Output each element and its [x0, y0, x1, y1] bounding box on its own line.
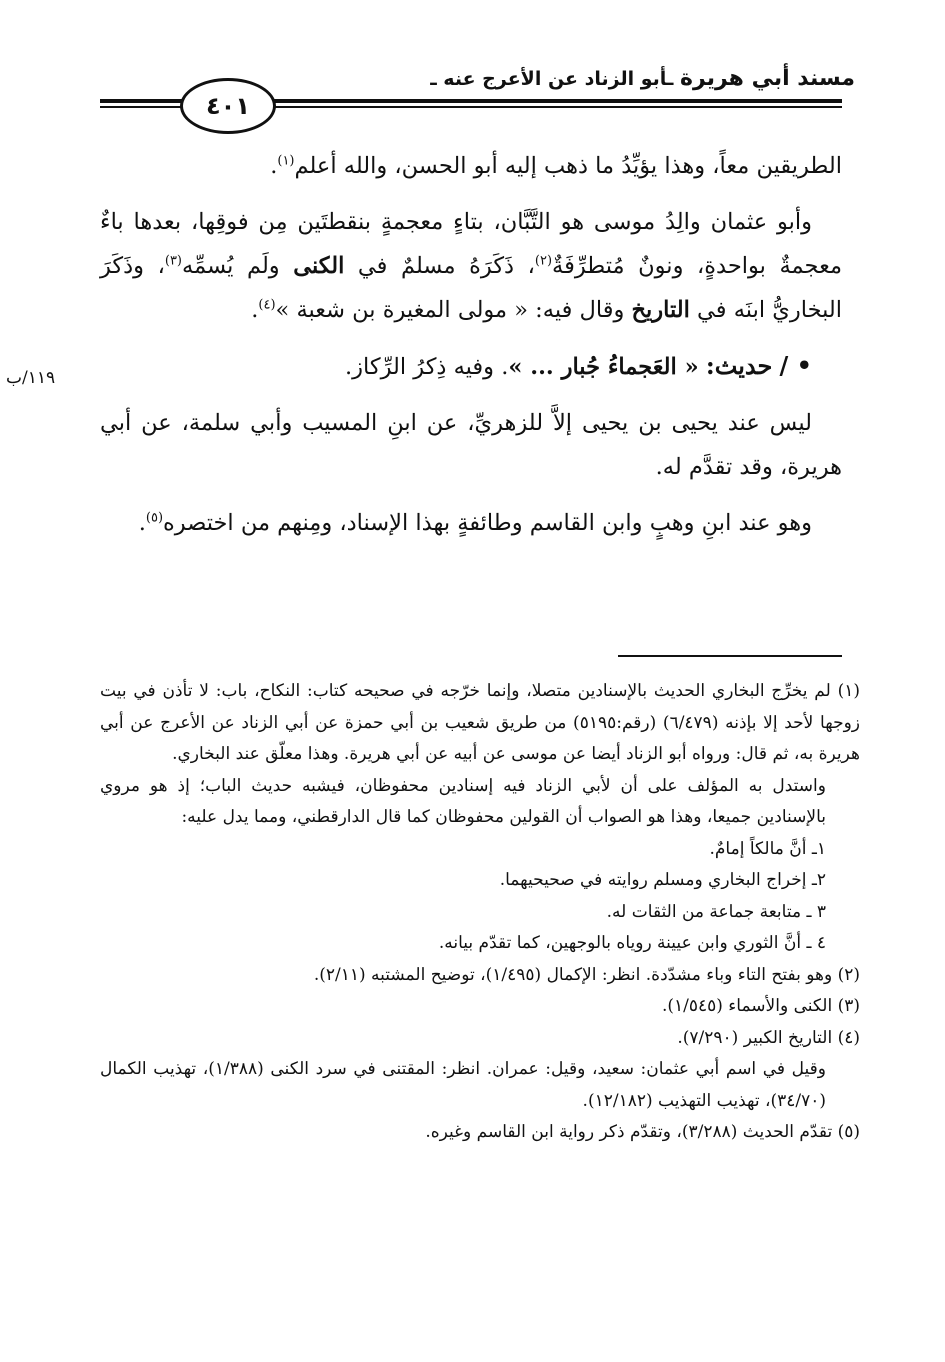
- section-title: ـأبو الزناد عن الأعرج عنه ـ: [430, 68, 681, 90]
- hadith-quote: « العَجماءُ جُبار ... »: [508, 354, 699, 380]
- footnote-1-point-3: ٣ ـ متابعة جماعة من الثقات له.: [606, 901, 826, 922]
- paragraph-2: وأبو عثمان والِدُ موسى هو التَّبَّان، بتاءٍ معجمةٍ بنقطتَين مِن فوقِها، بعدها باءٌ معجمةٌ بواحدةٍ، ونونٌ مُتطرِّفَةٌ$^{(٢)}$، ذَكَرَهُ مسلمٌ في الكنى ولَم يُسمِّه$^{(٣)}$، وذَكَرَ البخاريُّ ابنَه في التاريخ وقال فيه: « مولى المغيرة بن شعبة »$^{(٤)}$.: [100, 209, 842, 323]
- footnote-ref-3[interactable]: (٣): [164, 253, 182, 269]
- running-header: [295, 66, 855, 91]
- footnote-3: (٣) الكنى والأسماء (١/٥٤٥).: [661, 996, 860, 1016]
- paragraph-1: الطريقين معاً، وهذا يؤيِّدُ ما ذهب إليه أبو الحسن، والله أعلم$^{(١)}$.: [270, 153, 842, 179]
- footnote-ref-4[interactable]: (٤): [258, 297, 276, 313]
- hadith-heading: • / حديث: « العَجماءُ جُبار ... ». وفيه ذِكرُ الرِّكاز.: [345, 351, 812, 380]
- footnote-4-continuation: وقيل في اسم أبي عثمان: سعيد، وقيل: عمران. انظر: المقتنى في سرد الكنى (١/٣٨٨)، تهذيب الكمال (٣٤/٧٠)، تهذيب التهذيب (١٢/١٨٢).: [100, 1059, 826, 1111]
- footnote-ref-2[interactable]: (٢): [534, 253, 553, 269]
- footnote-2: (٢) وهو بفتح التاء وباء مشدّدة. انظر: الإكمال (١/٤٩٥)، توضيح المشتبه (٢/١١).: [313, 964, 860, 985]
- paragraph-4: وهو عند ابنِ وهبٍ وابن القاسم وطائفةٍ بهذا الإسناد، ومِنهم من اختصره$^{(٥)}$.: [138, 510, 812, 536]
- bullet-marker: • /: [779, 351, 812, 380]
- footnote-1-point-4: ٤ ـ أنَّ الثوري وابن عيينة روياه بالوجهين، كما تقدّم بيانه.: [438, 933, 826, 953]
- main-text: [100, 144, 842, 545]
- manuscript-folio-note: ١١٩/ب: [6, 368, 56, 388]
- footnote-5: (٥) تقدّم الحديث (٣/٢٨٨)، وتقدّم ذكر رواية ابن القاسم وغيره.: [425, 1122, 860, 1142]
- book-title: مسند أبي هريرة: [680, 66, 855, 91]
- footnote-separator: [618, 655, 842, 657]
- footnote-1-point-2: ٢ـ إخراج البخاري ومسلم روايته في صحيحيهما.: [499, 870, 826, 890]
- footnote-ref-1[interactable]: (١): [277, 153, 295, 169]
- footnote-4: (٤) التاريخ الكبير (٧/٢٩٠).: [677, 1027, 860, 1048]
- footnotes: [100, 676, 860, 1149]
- page-number: ٤٠١: [180, 78, 276, 134]
- book-name-kuna: الكنى: [293, 253, 345, 279]
- footnote-1: (١) لم يخرِّج البخاري الحديث بالإسنادين متصلا، وإنما خرّجه في صحيحه كتاب: النكاح، باب: لا تأذن في بيت زوجها لأحد إلا بإذنه (٦/٤٧٩) (رقم:٥١٩٥) من طريق شعيب بن أبي حمزة عن أبي الزناد عن الأعرج عن أبي هريرة به، ثم قال: ورواه أبو الزناد أيضا عن موسى عن أبيه عن أبي هريرة. وهذا معلّق عند البخاري.: [100, 681, 860, 764]
- paragraph-3: ليس عند يحيى بن يحيى إلاَّ للزهريِّ، عن ابنِ المسيب وأبي سلمة، عن أبي هريرة، وقد تقدَّم له.: [100, 410, 842, 480]
- hadith-label: حديث:: [705, 351, 773, 380]
- footnote-1-point-1: ١ـ أنَّ مالكاً إمامٌ.: [709, 838, 826, 859]
- footnote-ref-5[interactable]: (٥): [145, 510, 164, 526]
- footnote-1-continuation: واستدل به المؤلف على أن لأبي الزناد فيه إسنادين محفوظان، فيشبه حديث الباب؛ إذ هو مروي بالإسنادين جميعا، وهذا هو الصواب أن القولين محفوظان كما قال الدارقطني، ومما يدل عليه:: [100, 775, 826, 827]
- book-name-tarikh: التاريخ: [631, 297, 690, 323]
